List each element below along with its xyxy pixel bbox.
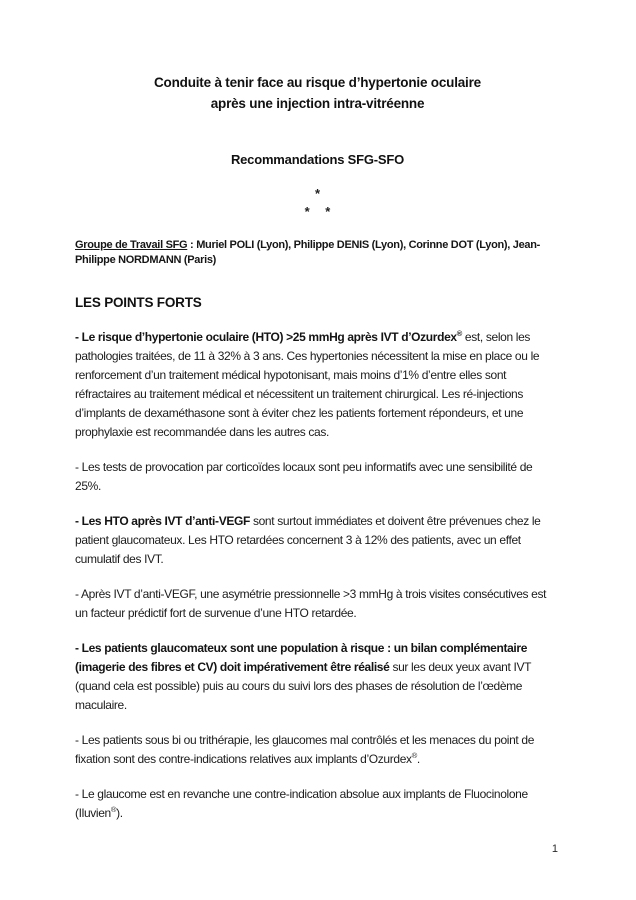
- paragraph-text: sur les deux yeux avant IVT (quand cela est possible) puis au cours du suivi lors des phases de résolution de l’œdème maculaire.: [75, 660, 531, 712]
- paragraph: [75, 785, 560, 823]
- registered-trademark-sup: ®: [411, 751, 417, 760]
- paragraph-bold-text: - Les HTO après IVT d’anti-VEGF: [75, 514, 250, 528]
- workgroup-label: Groupe de Travail SFG: [75, 239, 188, 251]
- paragraph: [75, 512, 560, 569]
- paragraph-text: .: [416, 752, 420, 766]
- paragraph: [75, 458, 560, 496]
- workgroup-members: Muriel POLI (Lyon), Philippe DENIS (Lyon), Corinne DOT (Lyon), Jean-Philippe NORDMANN (Paris): [75, 239, 541, 266]
- paragraph-bold-text: - Le risque d’hypertonie oculaire (HTO) >25 mmHg après IVT d’Ozurdex: [75, 330, 457, 344]
- paragraph: [75, 639, 560, 715]
- paragraph-bold-text: - Les patients glaucomateux sont une population à risque : un bilan complémentaire (imagerie des fibres et CV) doit impérativement être réalisé: [75, 641, 528, 674]
- paragraph-text: est, selon les pathologies traitées, de 11 à 32% à 3 ans. Ces hypertonies nécessitent la mise en place ou le renforcement d’un traitement médical hypotonisant, mais moins d’1% d’entre elles sont réfractaires au traitement médical et nécessitent un traitement chirurgical. Les ré-injections d’implants de dexaméthasone sont à éviter chez les patients fortement répondeurs, et une prophylaxie est recommandée dans les autres cas.: [75, 330, 540, 439]
- points-forts-paragraphs: [75, 328, 560, 823]
- title-line-2: après une injection intra-vitréenne: [210, 96, 425, 111]
- paragraph-text: - Les tests de provocation par corticoïdes locaux sont peu informatifs avec une sensibilité de 25%.: [75, 460, 533, 493]
- paragraph-text: ).: [116, 806, 123, 820]
- separator-star-bottom: * *: [304, 204, 331, 219]
- paragraph-text: - Le glaucome est en revanche une contre-indication absolue aux implants de Fluocinolone (Iluvien: [75, 787, 528, 820]
- paragraph-text: sont surtout immédiates et doivent être prévenues chez le patient glaucomateux. Les HTO retardées concernent 3 à 12% des patients, avec un effet cumulatif des IVT.: [75, 514, 541, 566]
- page-number: 1: [551, 843, 558, 855]
- section-heading: LES POINTS FORTS: [75, 295, 202, 310]
- workgroup-line: [75, 238, 560, 268]
- paragraph-text: - Après IVT d’anti-VEGF, une asymétrie pressionnelle >3 mmHg à trois visites consécutives est un facteur prédictif fort de survenue d’une HTO retardée.: [75, 587, 547, 620]
- paragraph: [75, 731, 560, 769]
- registered-trademark-sup: ®: [110, 805, 117, 814]
- document-subtitle: Recommandations SFG-SFO: [230, 152, 405, 167]
- paragraph: [75, 328, 560, 442]
- registered-trademark-sup: ®: [456, 329, 462, 338]
- document-title: [75, 72, 560, 114]
- paragraph: [75, 585, 560, 623]
- separator-star-top: *: [314, 186, 321, 201]
- workgroup-separator: :: [187, 239, 197, 251]
- title-line-1: Conduite à tenir face au risque d’hypertonie oculaire: [154, 75, 481, 90]
- paragraph-text: - Les patients sous bi ou trithérapie, les glaucomes mal contrôlés et les menaces du point de fixation sont des contre-indications relatives aux implants d’Ozurdex: [75, 733, 535, 766]
